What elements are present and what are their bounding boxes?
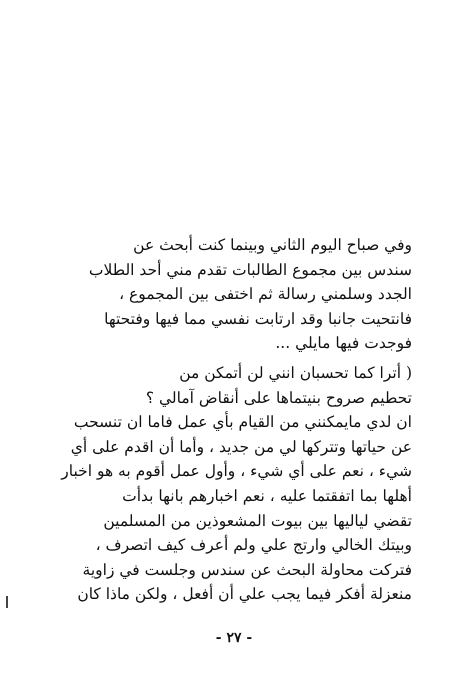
text-line: الجدد وسلمني رسالة ثم اختفى بين المجموع ، [119,285,412,304]
margin-mark [6,596,8,608]
text-line: ان لدي مايمكنني من القيام بأي عمل فاما ان تنسحب [73,413,412,432]
text-line: عن حياتها وتتركها لي من جديد ، وأما أن اقدم على أي [70,437,412,456]
text-line: تقضي لياليها بين بيوت المشعوذين من المسلمين [103,511,412,530]
text-line: تحطيم صروح بنيتماها على أنقاض آمالي ؟ [145,388,412,407]
text-line: ( أترا كما تحسبان انني لن أتمكن من [179,364,412,382]
paragraph-1 [58,233,412,356]
text-line: شيء ، نعم على أي شيء ، وأول عمل أقوم به هو اخبار [61,462,412,481]
paragraph-2-letter [58,361,412,607]
text-line: فوجدت فيها مايلي ... [275,334,412,353]
text-line: أهلها بما اتفقتما عليه ، نعم اخبارهم بانها بدأت [122,486,412,505]
text-line: وبيتك الخالي وارتج علي ولم أعرف كيف اتصرف ، [95,536,412,555]
text-line: فتركت محاولة البحث عن سندس وجلست في زاوية [82,560,412,579]
text-line: وفي صباح اليوم الثاني وبينما كنت أبحث عن [133,236,412,254]
page-number: - ٢٧ - [215,630,253,646]
text-line: سندس بين مجموع الطالبات تقدم مني أحد الطلاب [88,260,412,279]
text-line: منعزلة أفكر فيما يجب علي أن أفعل ، ولكن ماذا كان [77,585,412,604]
text-line: فانتحيت جانبا وقد ارتابت نفسي مما فيها وفتحتها [104,309,412,328]
